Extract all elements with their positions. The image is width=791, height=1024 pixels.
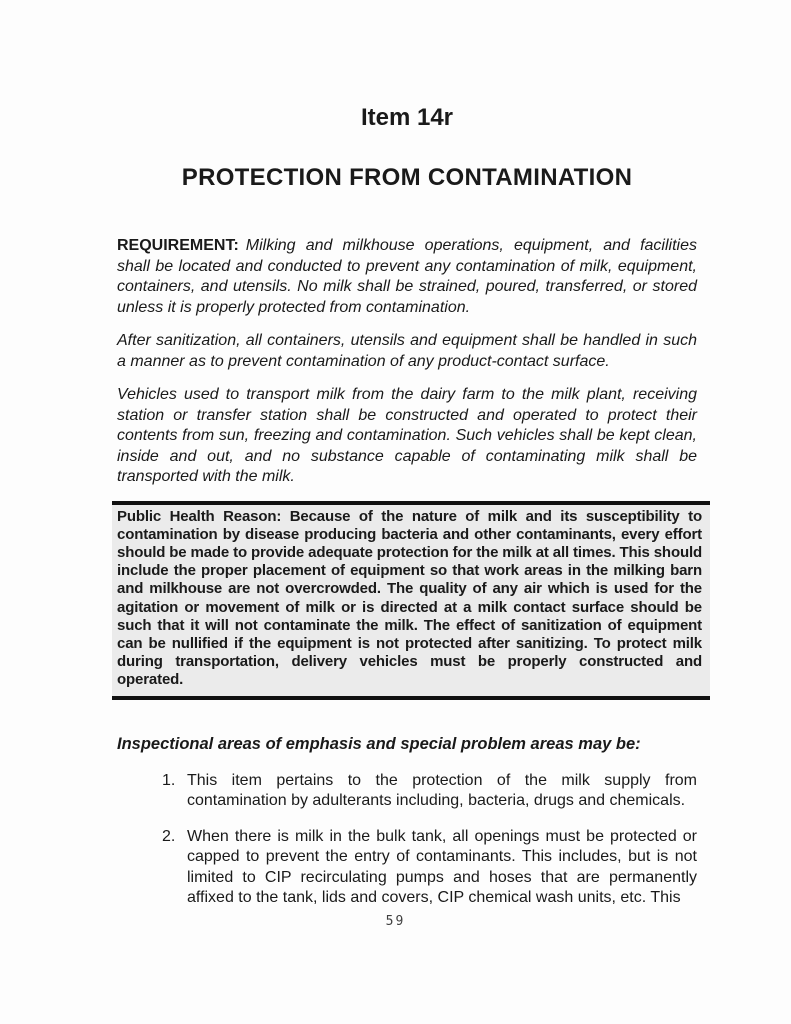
item-heading: Item 14r bbox=[360, 104, 454, 131]
public-health-reason-box: Public Health Reason: Because of the nature of milk and its susceptibility to contamination by disease producing bacteria and other contaminants, every effort should be made to provide adequate protection for the milk at all times. This should include the proper placement of equipment so that work areas in the milking barn and milkhouse are not overcrowded. The quality of any air which is used for the agitation or movement of milk or is directed at a milk contact surface should be such that it will not contaminate the milk. The effect of sanitization of equipment can be nullified if the equipment is not protected after sanitizing. To protect milk during transportation, delivery vehicles must be properly constructed and operated. bbox=[112, 501, 710, 700]
inspection-list bbox=[117, 771, 697, 909]
list-item bbox=[117, 827, 697, 909]
body-paragraph-sanitization: After sanitization, all containers, utensils and equipment shall be handled in such a manner as to prevent contamination of any product-contact surface. bbox=[117, 332, 697, 370]
page-number: 59 bbox=[385, 914, 406, 929]
page-title: PROTECTION FROM CONTAMINATION bbox=[181, 164, 633, 191]
requirement-label: REQUIREMENT: bbox=[117, 237, 239, 254]
list-item-number: 1. bbox=[162, 771, 176, 789]
requirement-paragraph bbox=[117, 236, 697, 318]
requirement-text: Milking and milkhouse operations, equipment, and facilities shall be located and conducted to prevent any contamination of milk, equipment, containers, and utensils. No milk shall be strained, poured, transferred, or stored unless it is properly protected from contamination. bbox=[117, 237, 697, 316]
list-item-text: This item pertains to the protection of the milk supply from contamination by adulterants including, bacteria, drugs and chemicals. bbox=[187, 771, 697, 810]
body-paragraph-vehicles: Vehicles used to transport milk from the dairy farm to the milk plant, receiving station or transfer station shall be constructed and operated to protect their contents from sun, freezing and contamination. Such vehicles shall be kept clean, inside and out, and no substance capable of contaminating milk shall be transported with the milk. bbox=[117, 386, 697, 485]
list-item-text: When there is milk in the bulk tank, all openings must be protected or capped to prevent the entry of contaminants. This includes, but is not limited to CIP recirculating pumps and hoses that are permanently affixed to the tank, lids and covers, CIP chemical wash units, etc. This bbox=[187, 827, 697, 907]
list-item bbox=[117, 771, 697, 812]
inspectional-emphasis-heading: Inspectional areas of emphasis and special problem areas may be: bbox=[117, 734, 641, 753]
list-item-number: 2. bbox=[162, 827, 176, 845]
page-content bbox=[117, 0, 702, 924]
